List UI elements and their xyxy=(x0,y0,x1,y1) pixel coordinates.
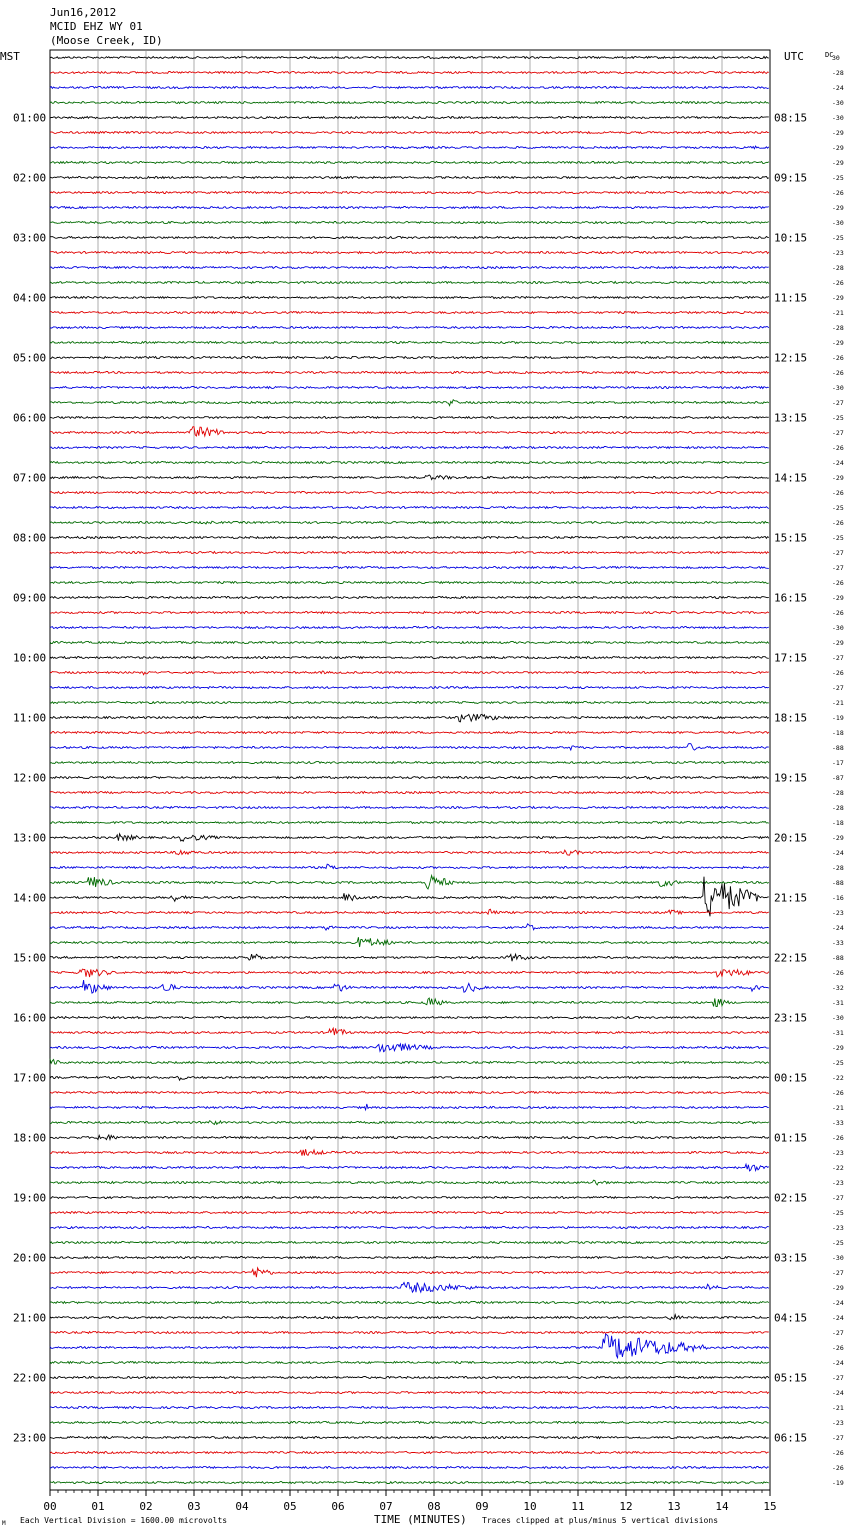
seismic-trace xyxy=(50,1392,769,1394)
dc-offset-label: -26 xyxy=(832,1089,844,1097)
dc-offset-label: -30 xyxy=(832,114,844,122)
seismic-trace xyxy=(50,475,769,480)
seismic-trace xyxy=(50,969,769,977)
mst-hour-label: 14:00 xyxy=(13,891,47,905)
utc-hour-label: 14:15 xyxy=(774,471,808,485)
seismic-trace xyxy=(50,192,769,194)
dc-offset-label: -87 xyxy=(832,774,844,782)
seismic-trace xyxy=(50,1227,769,1229)
dc-offset-label: -24 xyxy=(832,849,844,857)
seismic-trace xyxy=(50,521,769,524)
dc-offset-label: -28 xyxy=(832,69,844,77)
x-tick-label: 10 xyxy=(523,1500,537,1513)
dc-offset-label: -18 xyxy=(832,729,844,737)
seismic-trace xyxy=(50,1121,769,1125)
dc-offset-label: -23 xyxy=(832,1419,844,1427)
dc-offset-label: -25 xyxy=(832,534,844,542)
seismic-trace xyxy=(50,1407,769,1409)
seismic-trace xyxy=(50,72,769,74)
dc-offset-label: -23 xyxy=(832,1149,844,1157)
seismic-trace xyxy=(50,507,769,509)
mst-hour-label: 10:00 xyxy=(13,651,47,665)
seismic-trace xyxy=(50,87,769,89)
dc-offset-label: -88 xyxy=(832,954,844,962)
dc-offset-label: -24 xyxy=(832,459,844,467)
dc-offset-label: -25 xyxy=(832,1059,844,1067)
dc-offset-label: -27 xyxy=(832,654,844,662)
mst-hour-label: 19:00 xyxy=(13,1191,47,1205)
seismic-trace xyxy=(50,627,769,629)
seismic-trace xyxy=(50,657,769,659)
dc-offset-label: -26 xyxy=(832,609,844,617)
x-tick-label: 12 xyxy=(619,1500,633,1513)
seismic-trace xyxy=(50,222,769,224)
dc-offset-label: -26 xyxy=(832,279,844,287)
seismic-trace xyxy=(50,146,769,149)
seismic-trace xyxy=(50,417,769,419)
seismic-trace xyxy=(50,117,769,119)
utc-hour-label: 20:15 xyxy=(774,831,808,845)
dc-offset-label: -31 xyxy=(832,999,844,1007)
seismic-trace xyxy=(50,924,769,930)
dc-offset-label: -88 xyxy=(832,879,844,887)
seismic-trace xyxy=(50,876,769,890)
seismic-trace xyxy=(50,642,769,644)
header-location: (Moose Creek, ID) xyxy=(50,34,163,47)
seismic-trace xyxy=(50,447,769,449)
dc-offset-label: -27 xyxy=(832,684,844,692)
seismic-trace xyxy=(50,1076,769,1080)
mst-hour-label: 17:00 xyxy=(13,1071,47,1085)
seismic-trace xyxy=(50,1104,769,1110)
seismic-trace xyxy=(50,714,769,722)
seismic-trace xyxy=(50,1315,769,1320)
seismic-trace xyxy=(50,1242,769,1244)
seismic-trace xyxy=(50,177,769,179)
x-tick-label: 01 xyxy=(91,1500,105,1513)
mst-hour-label: 07:00 xyxy=(13,471,47,485)
mst-hour-label: 13:00 xyxy=(13,831,47,845)
seismic-trace xyxy=(50,1149,769,1156)
dc-offset-label: -21 xyxy=(832,699,844,707)
utc-hour-label: 09:15 xyxy=(774,171,808,185)
dc-offset-label: -25 xyxy=(832,1209,844,1217)
dc-offset-label: -28 xyxy=(832,264,844,272)
dc-offset-label: -29 xyxy=(832,1284,844,1292)
utc-hour-label: 05:15 xyxy=(774,1371,808,1385)
seismic-trace xyxy=(50,252,769,254)
seismic-trace xyxy=(50,1422,769,1424)
seismic-trace xyxy=(50,954,769,961)
seismic-trace xyxy=(50,237,769,239)
seismic-trace xyxy=(50,937,769,947)
x-tick-label: 05 xyxy=(283,1500,297,1513)
header-station: MCID EHZ WY 01 xyxy=(50,20,143,33)
x-tick-label: 14 xyxy=(715,1500,729,1513)
seismic-trace xyxy=(50,1044,769,1052)
dc-offset-label: -24 xyxy=(832,1389,844,1397)
seismic-trace xyxy=(50,744,769,751)
utc-hour-label: 13:15 xyxy=(774,411,808,425)
dc-offset-label: -27 xyxy=(832,1194,844,1202)
dc-offset-label: -30 xyxy=(832,384,844,392)
seismic-trace xyxy=(50,687,769,689)
utc-hour-label: 12:15 xyxy=(774,351,808,365)
dc-offset-label: -21 xyxy=(832,1104,844,1112)
seismic-trace xyxy=(50,1377,769,1379)
dc-offset-label: -32 xyxy=(832,984,844,992)
dc-offset-label: -24 xyxy=(832,924,844,932)
x-tick-label: 11 xyxy=(571,1500,585,1513)
seismic-trace xyxy=(50,732,769,734)
seismic-trace xyxy=(50,582,769,584)
dc-offset-label: -26 xyxy=(832,369,844,377)
dc-offset-label: -24 xyxy=(832,84,844,92)
dc-offset-label: -26 xyxy=(832,1449,844,1457)
dc-offset-label: -26 xyxy=(832,969,844,977)
seismic-trace xyxy=(50,1283,769,1293)
dc-offset-label: -27 xyxy=(832,564,844,572)
dc-offset-label: -19 xyxy=(832,1479,844,1487)
dc-offset-label: -29 xyxy=(832,834,844,842)
dc-offset-label: -18 xyxy=(832,819,844,827)
seismic-trace xyxy=(50,537,769,539)
seismic-trace xyxy=(50,671,769,675)
seismic-trace xyxy=(50,1180,769,1185)
dc-offset-label: -26 xyxy=(832,1344,844,1352)
seismic-trace xyxy=(50,597,769,599)
seismic-trace xyxy=(50,807,769,809)
dc-offset-label: -33 xyxy=(832,1119,844,1127)
utc-hour-label: 00:15 xyxy=(774,1071,808,1085)
mst-hour-label: 15:00 xyxy=(13,951,47,965)
seismic-trace xyxy=(50,850,769,855)
dc-offset-label: -29 xyxy=(832,1044,844,1052)
seismic-trace xyxy=(50,1017,769,1019)
seismic-trace xyxy=(50,822,769,824)
x-tick-label: 00 xyxy=(43,1500,57,1513)
seismic-trace xyxy=(50,834,769,841)
dc-offset-label: -21 xyxy=(832,1404,844,1412)
seismic-trace xyxy=(50,162,769,164)
dc-offset-label: -28 xyxy=(832,804,844,812)
dc-offsets xyxy=(832,54,844,1487)
utc-hour-label: 17:15 xyxy=(774,651,808,665)
x-tick-label: 13 xyxy=(667,1500,681,1513)
seismic-trace xyxy=(50,909,769,914)
right-axis-label: UTC xyxy=(784,50,804,63)
mst-hour-label: 20:00 xyxy=(13,1251,47,1265)
dc-offset-label: -30 xyxy=(832,624,844,632)
seismic-trace xyxy=(50,998,769,1007)
dc-offset-label: -27 xyxy=(832,429,844,437)
dc-offset-label: -17 xyxy=(832,759,844,767)
utc-hour-label: 16:15 xyxy=(774,591,808,605)
x-axis xyxy=(43,1490,776,1513)
dc-offset-label: -29 xyxy=(832,339,844,347)
dc-offset-label: -30 xyxy=(832,219,844,227)
seismic-trace xyxy=(50,1268,769,1277)
plot-frame xyxy=(50,50,770,1490)
utc-hour-label: 06:15 xyxy=(774,1431,808,1445)
utc-hour-label: 08:15 xyxy=(774,111,808,125)
dc-offset-label: -29 xyxy=(832,294,844,302)
seismic-trace xyxy=(50,282,769,284)
mst-hour-label: 11:00 xyxy=(13,711,47,725)
seismic-trace xyxy=(50,297,769,299)
header-date: Jun16,2012 xyxy=(50,6,117,19)
utc-hour-label: 03:15 xyxy=(774,1251,808,1265)
seismic-trace xyxy=(50,1362,769,1364)
seismic-trace xyxy=(50,1452,769,1454)
seismic-trace xyxy=(50,980,769,993)
utc-hour-label: 18:15 xyxy=(774,711,808,725)
dc-offset-label: -22 xyxy=(832,1164,844,1172)
seismic-trace xyxy=(50,1332,769,1334)
dc-offset-label: -28 xyxy=(832,864,844,872)
corner-mark: M xyxy=(2,1520,6,1527)
dc-offset-label: -27 xyxy=(832,1374,844,1382)
dc-offset-label: -25 xyxy=(832,1239,844,1247)
mst-hour-label: 16:00 xyxy=(13,1011,47,1025)
x-tick-label: 15 xyxy=(763,1500,777,1513)
dc-offset-label: -23 xyxy=(832,249,844,257)
seismic-trace xyxy=(50,387,769,389)
utc-hour-label: 21:15 xyxy=(774,891,808,905)
dc-offset-label: -19 xyxy=(832,714,844,722)
dc-offset-label: -25 xyxy=(832,414,844,422)
seismic-trace xyxy=(50,462,769,464)
seismic-trace xyxy=(50,1257,769,1259)
seismic-trace xyxy=(50,1059,769,1064)
dc-offset-label: -21 xyxy=(832,309,844,317)
seismic-trace xyxy=(50,1482,769,1484)
mst-hour-label: 22:00 xyxy=(13,1371,47,1385)
seismic-trace xyxy=(50,552,769,554)
dc-offset-label: -33 xyxy=(832,939,844,947)
mst-hour-label: 06:00 xyxy=(13,411,47,425)
dc-offset-label: -29 xyxy=(832,474,844,482)
utc-hour-label: 22:15 xyxy=(774,951,808,965)
seismic-trace xyxy=(50,207,769,209)
seismic-trace xyxy=(50,1467,769,1469)
dc-offset-label: -29 xyxy=(832,639,844,647)
dc-offset-label: -26 xyxy=(832,579,844,587)
dc-offset-label: -26 xyxy=(832,489,844,497)
dc-offset-label: -30 xyxy=(832,1254,844,1262)
utc-hour-label: 01:15 xyxy=(774,1131,808,1145)
mst-hour-label: 23:00 xyxy=(13,1431,47,1445)
x-tick-label: 02 xyxy=(139,1500,153,1513)
seismic-trace xyxy=(50,327,769,329)
dc-offset-label: -26 xyxy=(832,1464,844,1472)
dc-offset-label: -25 xyxy=(832,234,844,242)
seismic-trace xyxy=(50,1334,769,1358)
x-tick-label: 09 xyxy=(475,1500,489,1513)
seismic-trace xyxy=(50,1302,769,1304)
utc-hour-label: 19:15 xyxy=(774,771,808,785)
dc-offset-label: -27 xyxy=(832,1329,844,1337)
mst-hour-label: 08:00 xyxy=(13,531,47,545)
vertical-grid xyxy=(98,50,722,1490)
seismic-trace xyxy=(50,57,769,59)
clip-note: Traces clipped at plus/minus 5 vertical divisions xyxy=(482,1516,719,1525)
x-tick-label: 07 xyxy=(379,1500,393,1513)
dc-offset-label: -30 xyxy=(832,1014,844,1022)
seismic-trace xyxy=(50,1028,769,1035)
seismic-trace xyxy=(50,427,769,436)
seismic-trace xyxy=(50,1135,769,1140)
seismic-trace xyxy=(50,612,769,614)
dc-offset-label: -27 xyxy=(832,1269,844,1277)
scale-note: Each Vertical Division = 1600.00 microvolts xyxy=(20,1516,228,1525)
mst-hour-label: 18:00 xyxy=(13,1131,47,1145)
seismic-trace xyxy=(50,267,769,269)
mst-hour-label: 01:00 xyxy=(13,111,47,125)
dc-offset-label: -27 xyxy=(832,549,844,557)
left-axis-label: MST xyxy=(0,50,20,63)
seismic-trace xyxy=(50,357,769,359)
x-axis-title: TIME (MINUTES) xyxy=(374,1513,467,1526)
dc-offset-label: -27 xyxy=(832,399,844,407)
dc-offset-label: -24 xyxy=(832,1359,844,1367)
seismic-trace xyxy=(50,1212,769,1214)
seismic-trace xyxy=(50,372,769,374)
seismic-trace xyxy=(50,1092,769,1094)
mst-hour-label: 12:00 xyxy=(13,771,47,785)
dc-offset-label: -88 xyxy=(832,744,844,752)
seismic-trace xyxy=(50,1197,769,1199)
dc-offset-label: -28 xyxy=(832,789,844,797)
dc-offset-label: -26 xyxy=(832,1134,844,1142)
dc-offset-label: -16 xyxy=(832,894,844,902)
dc-offset-label: -23 xyxy=(832,1179,844,1187)
dc-offset-label: -29 xyxy=(832,129,844,137)
dc-offset-label: -24 xyxy=(832,1314,844,1322)
utc-hour-label: 15:15 xyxy=(774,531,808,545)
dc-offset-label: -27 xyxy=(832,1434,844,1442)
dc-offset-label: -26 xyxy=(832,189,844,197)
dc-offset-label: -26 xyxy=(832,354,844,362)
dc-offset-label: -29 xyxy=(832,144,844,152)
dc-offset-label: -25 xyxy=(832,174,844,182)
dc-label: DC xyxy=(825,51,834,59)
dc-offset-label: -24 xyxy=(832,1299,844,1307)
mst-hour-label: 04:00 xyxy=(13,291,47,305)
dc-offset-label: -28 xyxy=(832,324,844,332)
x-tick-label: 06 xyxy=(331,1500,345,1513)
traces xyxy=(50,57,769,1484)
dc-offset-label: -26 xyxy=(832,669,844,677)
x-tick-label: 08 xyxy=(427,1500,441,1513)
seismic-trace xyxy=(50,492,769,494)
dc-offset-label: -26 xyxy=(832,444,844,452)
dc-offset-label: -25 xyxy=(832,504,844,512)
seismic-trace xyxy=(50,1437,769,1439)
utc-hour-label: 10:15 xyxy=(774,231,808,245)
seismic-trace xyxy=(50,776,769,779)
dc-offset-label: -30 xyxy=(832,99,844,107)
mst-hour-label: 05:00 xyxy=(13,351,47,365)
x-tick-label: 03 xyxy=(187,1500,201,1513)
seismic-trace xyxy=(50,342,769,344)
dc-offset-label: -29 xyxy=(832,159,844,167)
utc-hour-label: 02:15 xyxy=(774,1191,808,1205)
mst-hour-label: 03:00 xyxy=(13,231,47,245)
mst-hour-label: 21:00 xyxy=(13,1311,47,1325)
utc-hour-label: 11:15 xyxy=(774,291,808,305)
seismic-trace xyxy=(50,567,769,569)
dc-offset-label: 30 xyxy=(832,54,840,62)
seismic-trace xyxy=(50,1164,769,1171)
seismic-trace xyxy=(50,864,769,868)
dc-offset-label: -31 xyxy=(832,1029,844,1037)
mst-hour-label: 09:00 xyxy=(13,591,47,605)
seismic-trace xyxy=(50,792,769,794)
mst-hour-label: 02:00 xyxy=(13,171,47,185)
seismic-trace xyxy=(50,400,769,406)
dc-offset-label: -29 xyxy=(832,594,844,602)
seismic-trace xyxy=(50,102,769,104)
utc-hour-label: 23:15 xyxy=(774,1011,808,1025)
dc-offset-label: -26 xyxy=(832,519,844,527)
x-tick-label: 04 xyxy=(235,1500,249,1513)
utc-hour-label: 04:15 xyxy=(774,1311,808,1325)
dc-offset-label: -23 xyxy=(832,1224,844,1232)
dc-offset-label: -22 xyxy=(832,1074,844,1082)
seismic-trace xyxy=(50,702,769,704)
seismic-trace xyxy=(50,312,769,314)
dc-offset-label: -29 xyxy=(832,204,844,212)
seismic-trace xyxy=(50,132,769,134)
dc-offset-label: -23 xyxy=(832,909,844,917)
seismic-trace xyxy=(50,762,769,764)
